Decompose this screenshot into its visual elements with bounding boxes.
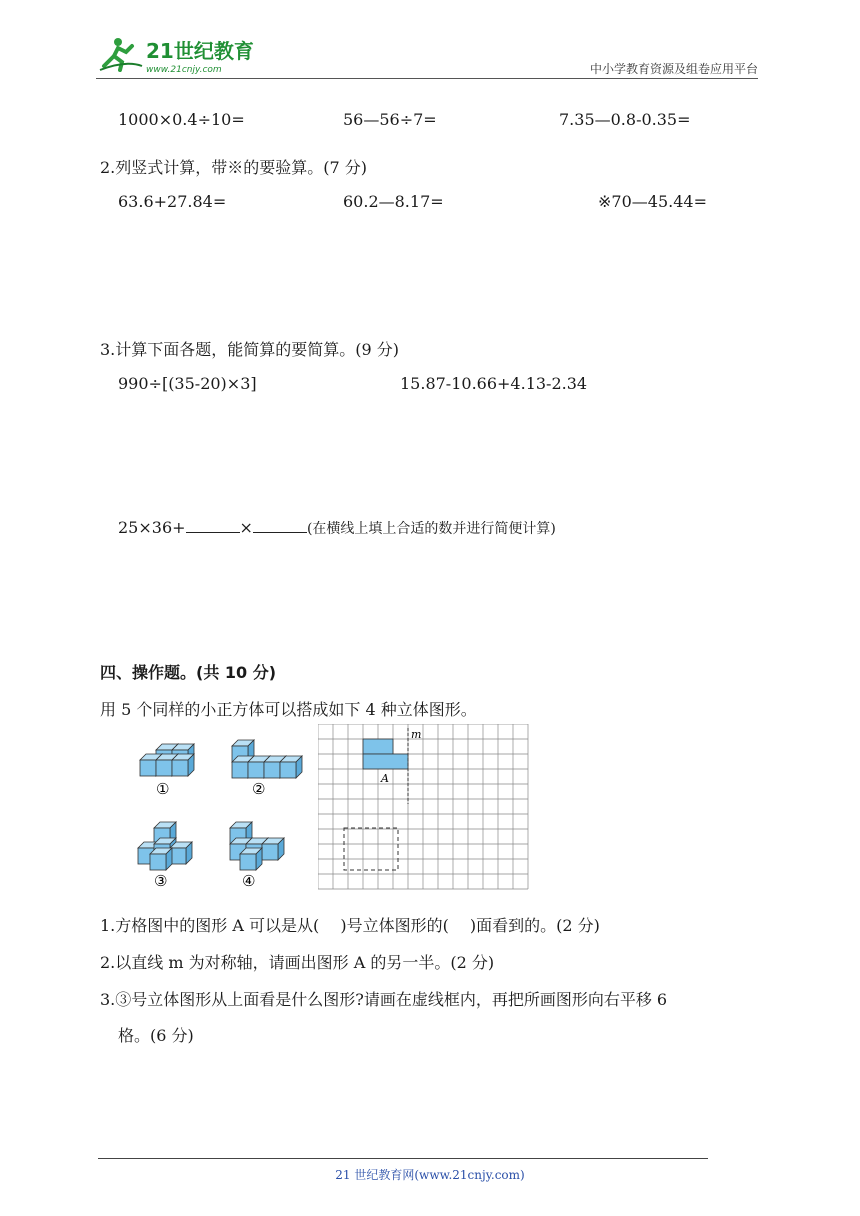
cube-label-4: ④ xyxy=(242,872,256,890)
figure-A-bottom xyxy=(363,754,408,769)
q3-expr-2: 15.87-10.66+4.13-2.34 xyxy=(400,374,588,393)
q2-expr-1: 63.6+27.84= xyxy=(118,192,227,211)
answer-blank-1[interactable] xyxy=(186,518,240,533)
q2-expr-2: 60.2—8.17= xyxy=(343,192,444,211)
cube-label-1: ① xyxy=(156,780,170,798)
site-logo xyxy=(96,36,256,76)
dashed-answer-box xyxy=(344,828,398,870)
q3-expr-3-note: (在横线上填上合适的数并进行简便计算) xyxy=(306,521,556,537)
cube-label-3: ③ xyxy=(154,872,168,890)
footer-divider xyxy=(98,1158,708,1159)
cube-shape-4 xyxy=(230,822,284,870)
cube-shape-3 xyxy=(138,822,192,870)
axis-label-m: m xyxy=(411,728,422,741)
section4-q1: 1.方格图中的图形 A 可以是从( )号立体图形的( )面看到的。(2 分) xyxy=(100,916,600,935)
svg-text:www.21cnjy.com: www.21cnjy.com xyxy=(146,65,222,75)
cube-shape-1 xyxy=(140,744,194,776)
section4-q3-line1: 3.③号立体图形从上面看是什么图形?请画在虚线框内，再把所画图形向右平移 6 xyxy=(100,990,668,1009)
cube-label-2: ② xyxy=(252,780,266,798)
cube-shape-2 xyxy=(232,740,302,778)
q3-title: 3.计算下面各题，能简算的要简算。(9 分) xyxy=(100,340,400,359)
header-platform-text: 中小学教育资源及组卷应用平台 xyxy=(589,62,758,76)
expr-56: 56—56÷7= xyxy=(343,110,437,129)
section4-q2: 2.以直线 m 为对称轴，请画出图形 A 的另一半。(2 分) xyxy=(100,953,495,972)
figure-A-top xyxy=(363,739,393,754)
expr-1000: 1000×0.4÷10= xyxy=(118,110,245,129)
q2-title: 2.列竖式计算，带※的要验算。(7 分) xyxy=(100,158,368,177)
section4-intro: 用 5 个同样的小正方体可以搭成如下 4 种立体图形。 xyxy=(100,700,477,719)
section4-title: 四、操作题。(共 10 分) xyxy=(100,663,277,682)
cube-figures xyxy=(128,730,308,900)
q3-expr-3-times: × xyxy=(239,518,253,537)
runner-logo-icon xyxy=(100,38,142,70)
figure-label-A: A xyxy=(381,772,389,785)
q2-expr-3: ※70—45.44= xyxy=(598,192,707,211)
footer-text: 21 世纪教育网(www.21cnjy.com) xyxy=(335,1168,525,1182)
header-divider xyxy=(96,78,758,79)
expr-7-35: 7.35—0.8-0.35= xyxy=(559,110,691,129)
q3-expr-3-start: 25×36+ xyxy=(118,518,186,537)
section4-q3-line2: 格。(6 分) xyxy=(118,1026,194,1045)
answer-blank-2[interactable] xyxy=(253,518,307,533)
square-grid[interactable] xyxy=(318,724,534,896)
q3-expr-1: 990÷[(35-20)×3] xyxy=(118,374,257,393)
svg-text:21世纪教育: 21世纪教育 xyxy=(146,39,254,63)
q3-expr-3 xyxy=(118,518,556,538)
